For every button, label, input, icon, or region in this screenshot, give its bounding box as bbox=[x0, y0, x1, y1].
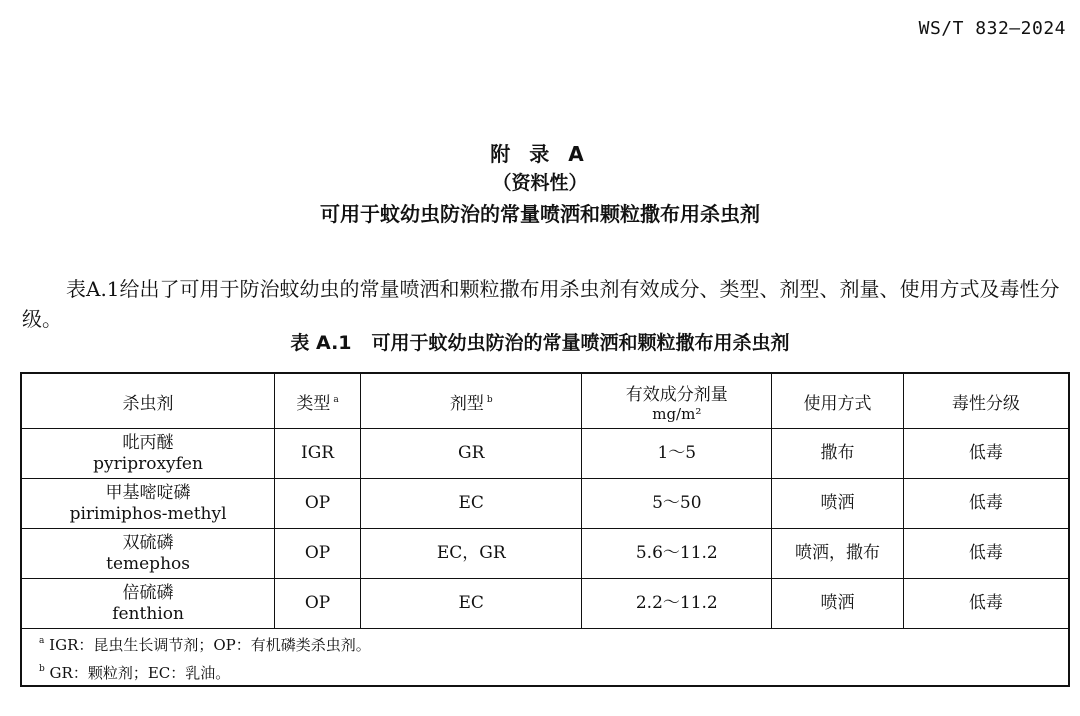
cell-insecticide bbox=[21, 529, 275, 579]
appendix-title: 附 录 A bbox=[490, 142, 590, 166]
table-notes bbox=[21, 629, 1069, 687]
table-caption-title: 可用于蚊幼虫防治的常量喷洒和颗粒撒布用杀虫剂 bbox=[371, 332, 790, 354]
table-row bbox=[21, 479, 1069, 529]
appendix-heading: 可用于蚊幼虫防治的常量喷洒和颗粒撒布用杀虫剂 bbox=[320, 202, 760, 226]
insecticide-name-cn: 吡丙醚 bbox=[122, 432, 174, 453]
header-dose bbox=[582, 373, 772, 429]
header-type bbox=[275, 373, 361, 429]
table-row bbox=[21, 579, 1069, 629]
table-note-mark: b bbox=[39, 664, 45, 674]
table-note-text: GR：颗粒剂；EC：乳油。 bbox=[49, 664, 231, 682]
table-row bbox=[21, 529, 1069, 579]
standard-code: WS/T 832—2024 bbox=[918, 18, 1066, 39]
cell-method: 喷洒 bbox=[772, 479, 904, 529]
cell-toxicity: 低毒 bbox=[903, 429, 1069, 479]
table-caption-number: 表 A.1 bbox=[290, 332, 352, 354]
insecticide-name-cn: 倍硫磷 bbox=[122, 582, 174, 603]
header-type-note-mark: a bbox=[333, 394, 339, 405]
cell-formulation: EC，GR bbox=[360, 529, 582, 579]
cell-method: 喷洒 bbox=[772, 579, 904, 629]
table-note-text: IGR：昆虫生长调节剂；OP：有机磷类杀虫剂。 bbox=[49, 636, 371, 654]
header-dose-unit: mg/m² bbox=[652, 404, 702, 423]
header-method: 使用方式 bbox=[772, 373, 904, 429]
table-note-mark: a bbox=[39, 636, 45, 646]
cell-method: 喷洒，撒布 bbox=[772, 529, 904, 579]
insecticide-name-en: temephos bbox=[106, 553, 190, 574]
header-formulation-label: 剂型 bbox=[449, 393, 484, 414]
cell-dose: 5.6～11.2 bbox=[582, 529, 772, 579]
cell-type: IGR bbox=[275, 429, 361, 479]
table-note bbox=[36, 657, 1068, 685]
appendix-nature: （资料性） bbox=[492, 172, 588, 194]
insecticide-name-en: fenthion bbox=[112, 603, 184, 624]
table-notes-row bbox=[21, 629, 1069, 687]
table-header-row bbox=[21, 373, 1069, 429]
header-toxicity: 毒性分级 bbox=[903, 373, 1069, 429]
cell-dose: 1～5 bbox=[582, 429, 772, 479]
cell-formulation: EC bbox=[360, 579, 582, 629]
insecticide-name-en: pirimiphos-methyl bbox=[69, 503, 227, 524]
cell-insecticide bbox=[21, 579, 275, 629]
header-formulation-note-mark: b bbox=[486, 394, 493, 405]
cell-formulation: GR bbox=[360, 429, 582, 479]
cell-type: OP bbox=[275, 529, 361, 579]
table-note bbox=[36, 629, 1068, 657]
cell-type: OP bbox=[275, 579, 361, 629]
insecticide-name-cn: 甲基嘧啶磷 bbox=[105, 482, 191, 503]
header-type-label: 类型 bbox=[296, 393, 331, 414]
cell-type: OP bbox=[275, 479, 361, 529]
cell-insecticide bbox=[21, 479, 275, 529]
cell-dose: 2.2～11.2 bbox=[582, 579, 772, 629]
cell-toxicity: 低毒 bbox=[903, 529, 1069, 579]
insecticide-table bbox=[20, 372, 1070, 687]
cell-toxicity: 低毒 bbox=[903, 579, 1069, 629]
cell-toxicity: 低毒 bbox=[903, 479, 1069, 529]
intro-paragraph: 表A.1给出了可用于防治蚊幼虫的常量喷洒和颗粒撒布用杀虫剂有效成分、类型、剂型、剂量、使用方式及毒性分级。 bbox=[22, 277, 1060, 331]
insecticide-name-en: pyriproxyfen bbox=[93, 453, 203, 474]
header-formulation bbox=[360, 373, 582, 429]
cell-method: 撒布 bbox=[772, 429, 904, 479]
table-caption bbox=[0, 328, 1080, 355]
cell-formulation: EC bbox=[360, 479, 582, 529]
cell-dose: 5～50 bbox=[582, 479, 772, 529]
table-row bbox=[21, 429, 1069, 479]
insecticide-name-cn: 双硫磷 bbox=[122, 532, 174, 553]
header-dose-label: 有效成分剂量 bbox=[625, 384, 728, 405]
cell-insecticide bbox=[21, 429, 275, 479]
header-insecticide: 杀虫剂 bbox=[21, 373, 275, 429]
